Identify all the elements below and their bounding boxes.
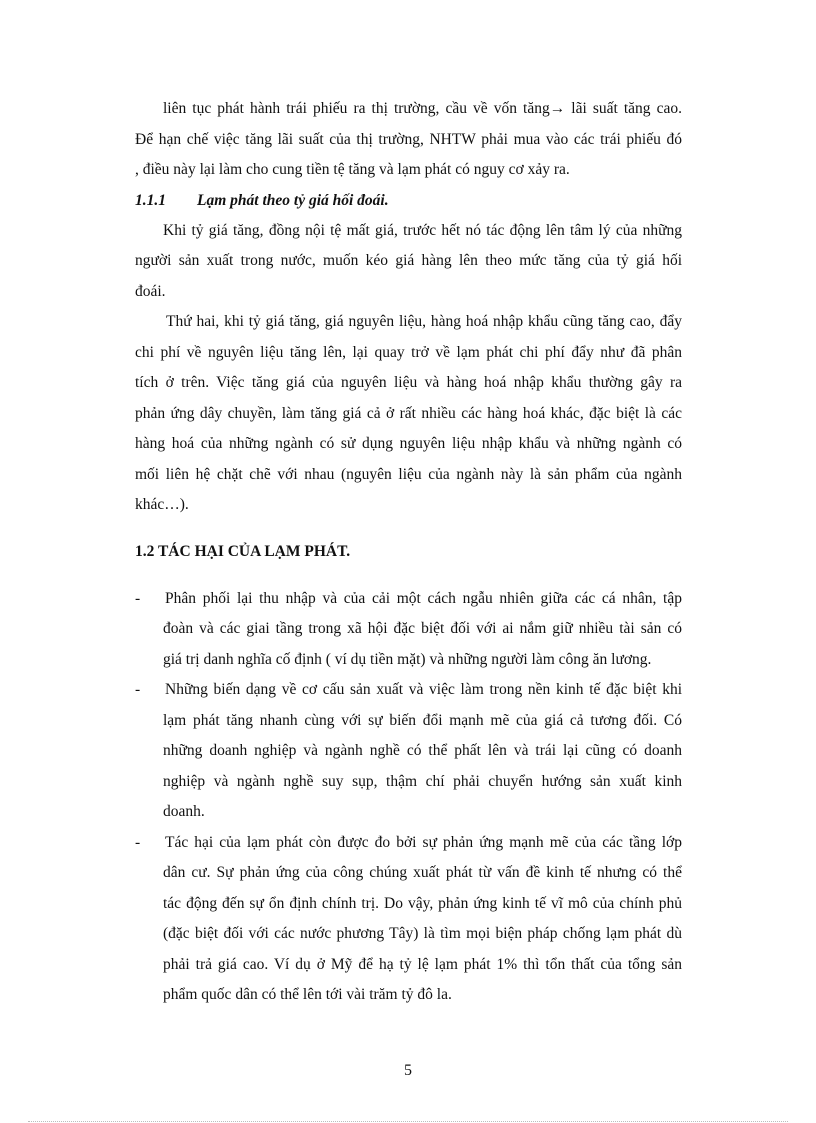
bullet-item-structural-distortion	[135, 675, 682, 828]
bullet-marker: -	[135, 681, 141, 698]
text-line: (đặc biệt đối với các nước phương Tây) là tìm mọi biện pháp chống lạm phát dù	[163, 925, 682, 942]
text-line: , điều này lại làm cho cung tiền tệ tăng và lạm phát có nguy cơ xảy ra.	[135, 161, 570, 178]
text-line: giá trị danh nghĩa cố định ( ví dụ tiền mặt) và những người làm công ăn lương.	[163, 650, 652, 668]
text-line: Để hạn chế việc tăng lãi suất của thị trường, NHTW phải mua vào các trái phiếu đó	[135, 130, 682, 148]
bullet-item-public-reaction	[135, 828, 682, 1011]
text-line: lạm phát tăng nhanh cùng với sự biến đổi mạnh mẽ của giá cả tương đối. Có	[163, 711, 682, 729]
section-heading-1-1-1	[135, 186, 682, 216]
page-number: 5	[404, 1062, 412, 1079]
text-line: phải trả giá cao. Ví dụ ở Mỹ để hạ tỷ lệ lạm phát 1% thì tổn thất của tổng sản	[163, 955, 682, 973]
text-line: nghiệp và ngành nghề suy sụp, thậm chí phải chuyển hướng sản xuất kinh	[163, 772, 682, 790]
text-line: phản ứng dây chuyền, làm tăng giá cả ở rất nhiều các hàng hoá khác, đặc biệt là các	[135, 404, 682, 422]
text-line: dân cư. Sự phản ứng của công chúng xuất phát từ vấn đề kinh tế nhưng có thể	[163, 864, 682, 881]
text-line: đoái.	[135, 282, 166, 300]
text-line: chi phí về nguyên liệu tăng lên, lại quay trở về lạm phát chi phí đẩy như đã phân	[135, 343, 682, 361]
text-line: Thứ hai, khi tỷ giá tăng, giá nguyên liệu, hàng hoá nhập khẩu cũng tăng cao, đẩy	[166, 313, 682, 330]
text-line: hàng hoá của những ngành có sử dụng nguyên liệu nhập khẩu và những ngành có	[135, 435, 682, 452]
exchange-rate-paragraph-2	[135, 307, 682, 521]
section-heading-1-2: 1.2 TÁC HẠI CỦA LẠM PHÁT.	[135, 542, 351, 560]
text-line: Khi tỷ giá tăng, đồng nội tệ mất giá, trước hết nó tác động lên tâm lý của những	[163, 221, 682, 239]
text-line: tích ở trên. Việc tăng giá của nguyên liệu và hàng hoá nhập khẩu thường gây ra	[135, 374, 682, 391]
text-line: doanh.	[163, 803, 205, 820]
text-line: những doanh nghiệp và ngành nghề có thể phất lên và trái lại cũng có doanh	[163, 742, 682, 759]
text-line: liên tục phát hành trái phiếu ra thị trường, cầu về vốn tăng→ lãi suất tăng cao.	[163, 100, 682, 117]
intro-paragraph	[135, 94, 682, 186]
text-line: đoàn và các giai tầng trong xã hội đặc biệt đối với ai nắm giữ nhiều tài sản có	[163, 620, 682, 637]
exchange-rate-paragraph-1	[135, 216, 682, 308]
text-line: khác…).	[135, 496, 189, 513]
section-title: Lạm phát theo tỷ giá hối đoái.	[197, 191, 389, 209]
bullet-marker: -	[135, 833, 141, 851]
section-number: 1.1.1	[135, 191, 166, 209]
page-content	[135, 94, 682, 1011]
text-line: phẩm quốc dân có thể lên tới vài trăm tỷ đô la.	[163, 986, 452, 1003]
text-line: người sản xuất trong nước, muốn kéo giá hàng lên theo mức tăng của tỷ giá hối	[135, 252, 682, 269]
text-line: Tác hại của lạm phát còn được đo bởi sự phản ứng mạnh mẽ của các tầng lớp	[165, 833, 682, 851]
text-line: Phân phối lại thu nhập và của cải một cách ngẫu nhiên giữa các cá nhân, tập	[165, 589, 682, 607]
text-line: tác động đến sự ổn định chính trị. Do vậy, phản ứng kinh tế vĩ mô của chính phủ	[163, 894, 682, 912]
bullet-marker: -	[135, 589, 141, 607]
bullet-item-income-redistribution	[135, 584, 682, 676]
page-bottom-divider	[28, 1121, 788, 1122]
text-line: Những biến dạng về cơ cấu sản xuất và việc làm trong nền kinh tế đặc biệt khi	[165, 681, 682, 698]
text-line: mối liên hệ chặt chẽ với nhau (nguyên liệu của ngành này là sản phẩm của ngành	[135, 465, 682, 483]
